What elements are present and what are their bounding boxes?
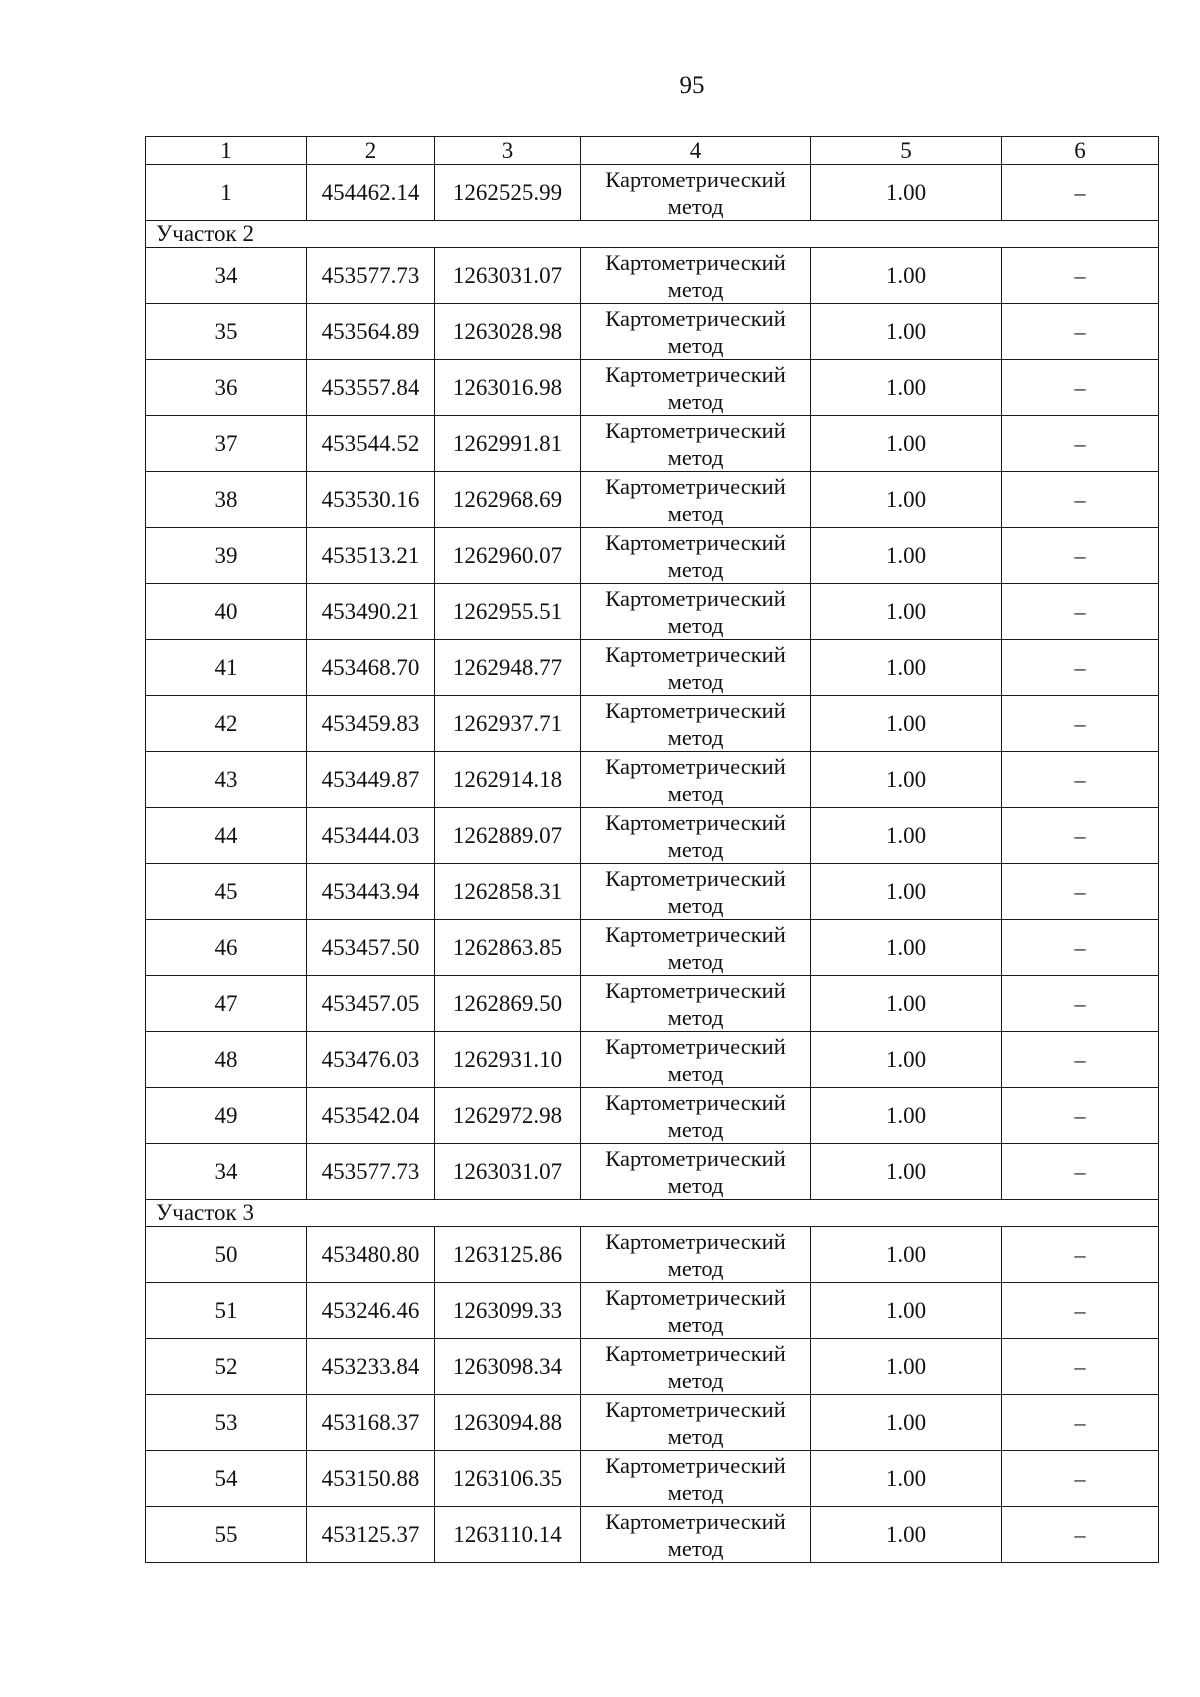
x-coordinate-cell: 453577.73	[307, 248, 435, 304]
note-cell: –	[1002, 1227, 1159, 1283]
x-coordinate-cell: 453468.70	[307, 640, 435, 696]
x-coordinate-cell: 453544.52	[307, 416, 435, 472]
x-coordinate-cell: 453459.83	[307, 696, 435, 752]
method-cell: Картометрический метод	[581, 1088, 811, 1144]
table-row	[146, 696, 1159, 752]
table-row	[146, 1283, 1159, 1339]
table-row	[146, 1227, 1159, 1283]
y-coordinate-cell: 1262948.77	[435, 640, 581, 696]
method-cell: Картометрический метод	[581, 416, 811, 472]
y-coordinate-cell: 1262968.69	[435, 472, 581, 528]
point-number-cell: 46	[146, 920, 307, 976]
method-cell: Картометрический метод	[581, 304, 811, 360]
accuracy-cell: 1.00	[811, 976, 1002, 1032]
table-row	[146, 752, 1159, 808]
point-number-cell: 49	[146, 1088, 307, 1144]
y-coordinate-cell: 1263125.86	[435, 1227, 581, 1283]
point-number-cell: 40	[146, 584, 307, 640]
note-cell: –	[1002, 248, 1159, 304]
method-cell: Картометрический метод	[581, 808, 811, 864]
method-cell: Картометрический метод	[581, 1451, 811, 1507]
column-header: 6	[1002, 137, 1159, 165]
y-coordinate-cell: 1263031.07	[435, 1144, 581, 1200]
point-number-cell: 45	[146, 864, 307, 920]
y-coordinate-cell: 1262960.07	[435, 528, 581, 584]
x-coordinate-cell: 453168.37	[307, 1395, 435, 1451]
x-coordinate-cell: 453150.88	[307, 1451, 435, 1507]
note-cell: –	[1002, 1339, 1159, 1395]
note-cell: –	[1002, 360, 1159, 416]
method-cell: Картометрический метод	[581, 1507, 811, 1563]
method-cell: Картометрический метод	[581, 920, 811, 976]
point-number-cell: 42	[146, 696, 307, 752]
table-row	[146, 584, 1159, 640]
note-cell: –	[1002, 1507, 1159, 1563]
coordinates-table	[145, 136, 1159, 1563]
accuracy-cell: 1.00	[811, 248, 1002, 304]
note-cell: –	[1002, 165, 1159, 221]
x-coordinate-cell: 453557.84	[307, 360, 435, 416]
column-header: 5	[811, 137, 1002, 165]
note-cell: –	[1002, 1088, 1159, 1144]
table-row	[146, 920, 1159, 976]
method-cell: Картометрический метод	[581, 248, 811, 304]
y-coordinate-cell: 1263031.07	[435, 248, 581, 304]
accuracy-cell: 1.00	[811, 1507, 1002, 1563]
accuracy-cell: 1.00	[811, 1339, 1002, 1395]
note-cell: –	[1002, 1032, 1159, 1088]
note-cell: –	[1002, 1144, 1159, 1200]
table-row	[146, 472, 1159, 528]
point-number-cell: 48	[146, 1032, 307, 1088]
y-coordinate-cell: 1262937.71	[435, 696, 581, 752]
x-coordinate-cell: 453490.21	[307, 584, 435, 640]
point-number-cell: 36	[146, 360, 307, 416]
accuracy-cell: 1.00	[811, 1032, 1002, 1088]
point-number-cell: 43	[146, 752, 307, 808]
column-header-row	[146, 137, 1159, 165]
accuracy-cell: 1.00	[811, 640, 1002, 696]
table-row	[146, 528, 1159, 584]
point-number-cell: 44	[146, 808, 307, 864]
method-cell: Картометрический метод	[581, 360, 811, 416]
section-title: Участок 2	[146, 221, 1159, 248]
x-coordinate-cell: 453457.05	[307, 976, 435, 1032]
method-cell: Картометрический метод	[581, 696, 811, 752]
y-coordinate-cell: 1262972.98	[435, 1088, 581, 1144]
column-header: 1	[146, 137, 307, 165]
accuracy-cell: 1.00	[811, 864, 1002, 920]
point-number-cell: 35	[146, 304, 307, 360]
y-coordinate-cell: 1263099.33	[435, 1283, 581, 1339]
accuracy-cell: 1.00	[811, 1395, 1002, 1451]
x-coordinate-cell: 453513.21	[307, 528, 435, 584]
note-cell: –	[1002, 640, 1159, 696]
point-number-cell: 51	[146, 1283, 307, 1339]
note-cell: –	[1002, 976, 1159, 1032]
table-row	[146, 1395, 1159, 1451]
method-cell: Картометрический метод	[581, 584, 811, 640]
y-coordinate-cell: 1262955.51	[435, 584, 581, 640]
note-cell: –	[1002, 1283, 1159, 1339]
accuracy-cell: 1.00	[811, 528, 1002, 584]
x-coordinate-cell: 453449.87	[307, 752, 435, 808]
y-coordinate-cell: 1262525.99	[435, 165, 581, 221]
section-title-row	[146, 221, 1159, 248]
column-header: 2	[307, 137, 435, 165]
x-coordinate-cell: 453476.03	[307, 1032, 435, 1088]
table-row	[146, 1088, 1159, 1144]
x-coordinate-cell: 453125.37	[307, 1507, 435, 1563]
table-row	[146, 416, 1159, 472]
method-cell: Картометрический метод	[581, 1283, 811, 1339]
table-row	[146, 1144, 1159, 1200]
y-coordinate-cell: 1262858.31	[435, 864, 581, 920]
x-coordinate-cell: 453542.04	[307, 1088, 435, 1144]
method-cell: Картометрический метод	[581, 1395, 811, 1451]
page-number: 95	[679, 72, 705, 99]
x-coordinate-cell: 453443.94	[307, 864, 435, 920]
method-cell: Картометрический метод	[581, 1227, 811, 1283]
note-cell: –	[1002, 808, 1159, 864]
table-row	[146, 1339, 1159, 1395]
point-number-cell: 38	[146, 472, 307, 528]
note-cell: –	[1002, 1451, 1159, 1507]
accuracy-cell: 1.00	[811, 1451, 1002, 1507]
note-cell: –	[1002, 304, 1159, 360]
y-coordinate-cell: 1263106.35	[435, 1451, 581, 1507]
point-number-cell: 39	[146, 528, 307, 584]
y-coordinate-cell: 1263028.98	[435, 304, 581, 360]
x-coordinate-cell: 453233.84	[307, 1339, 435, 1395]
accuracy-cell: 1.00	[811, 360, 1002, 416]
table-row	[146, 1032, 1159, 1088]
accuracy-cell: 1.00	[811, 584, 1002, 640]
accuracy-cell: 1.00	[811, 472, 1002, 528]
note-cell: –	[1002, 584, 1159, 640]
table-row	[146, 360, 1159, 416]
point-number-cell: 34	[146, 1144, 307, 1200]
x-coordinate-cell: 453480.80	[307, 1227, 435, 1283]
point-number-cell: 55	[146, 1507, 307, 1563]
accuracy-cell: 1.00	[811, 416, 1002, 472]
y-coordinate-cell: 1262863.85	[435, 920, 581, 976]
method-cell: Картометрический метод	[581, 1032, 811, 1088]
table-row	[146, 248, 1159, 304]
y-coordinate-cell: 1262914.18	[435, 752, 581, 808]
method-cell: Картометрический метод	[581, 1144, 811, 1200]
y-coordinate-cell: 1263098.34	[435, 1339, 581, 1395]
accuracy-cell: 1.00	[811, 696, 1002, 752]
point-number-cell: 37	[146, 416, 307, 472]
point-number-cell: 1	[146, 165, 307, 221]
x-coordinate-cell: 453530.16	[307, 472, 435, 528]
table-row	[146, 976, 1159, 1032]
x-coordinate-cell: 453564.89	[307, 304, 435, 360]
note-cell: –	[1002, 920, 1159, 976]
accuracy-cell: 1.00	[811, 1144, 1002, 1200]
note-cell: –	[1002, 416, 1159, 472]
x-coordinate-cell: 453444.03	[307, 808, 435, 864]
accuracy-cell: 1.00	[811, 808, 1002, 864]
table-body	[146, 137, 1159, 1563]
x-coordinate-cell: 453457.50	[307, 920, 435, 976]
accuracy-cell: 1.00	[811, 1283, 1002, 1339]
accuracy-cell: 1.00	[811, 752, 1002, 808]
note-cell: –	[1002, 528, 1159, 584]
y-coordinate-cell: 1263110.14	[435, 1507, 581, 1563]
note-cell: –	[1002, 864, 1159, 920]
table-row	[146, 1507, 1159, 1563]
note-cell: –	[1002, 472, 1159, 528]
note-cell: –	[1002, 696, 1159, 752]
table-row	[146, 165, 1159, 221]
section-title: Участок 3	[146, 1200, 1159, 1227]
method-cell: Картометрический метод	[581, 976, 811, 1032]
note-cell: –	[1002, 752, 1159, 808]
accuracy-cell: 1.00	[811, 165, 1002, 221]
table-row	[146, 864, 1159, 920]
point-number-cell: 52	[146, 1339, 307, 1395]
y-coordinate-cell: 1263016.98	[435, 360, 581, 416]
x-coordinate-cell: 454462.14	[307, 165, 435, 221]
x-coordinate-cell: 453577.73	[307, 1144, 435, 1200]
method-cell: Картометрический метод	[581, 1339, 811, 1395]
y-coordinate-cell: 1262931.10	[435, 1032, 581, 1088]
table-row	[146, 808, 1159, 864]
section-title-row	[146, 1200, 1159, 1227]
table-row	[146, 640, 1159, 696]
point-number-cell: 54	[146, 1451, 307, 1507]
method-cell: Картометрический метод	[581, 864, 811, 920]
accuracy-cell: 1.00	[811, 1227, 1002, 1283]
method-cell: Картометрический метод	[581, 528, 811, 584]
column-header: 3	[435, 137, 581, 165]
method-cell: Картометрический метод	[581, 472, 811, 528]
y-coordinate-cell: 1262889.07	[435, 808, 581, 864]
point-number-cell: 50	[146, 1227, 307, 1283]
accuracy-cell: 1.00	[811, 920, 1002, 976]
method-cell: Картометрический метод	[581, 752, 811, 808]
point-number-cell: 47	[146, 976, 307, 1032]
point-number-cell: 41	[146, 640, 307, 696]
column-header: 4	[581, 137, 811, 165]
table-row	[146, 1451, 1159, 1507]
table-row	[146, 304, 1159, 360]
y-coordinate-cell: 1262869.50	[435, 976, 581, 1032]
note-cell: –	[1002, 1395, 1159, 1451]
method-cell: Картометрический метод	[581, 640, 811, 696]
accuracy-cell: 1.00	[811, 304, 1002, 360]
accuracy-cell: 1.00	[811, 1088, 1002, 1144]
x-coordinate-cell: 453246.46	[307, 1283, 435, 1339]
y-coordinate-cell: 1262991.81	[435, 416, 581, 472]
point-number-cell: 34	[146, 248, 307, 304]
y-coordinate-cell: 1263094.88	[435, 1395, 581, 1451]
method-cell: Картометрический метод	[581, 165, 811, 221]
point-number-cell: 53	[146, 1395, 307, 1451]
